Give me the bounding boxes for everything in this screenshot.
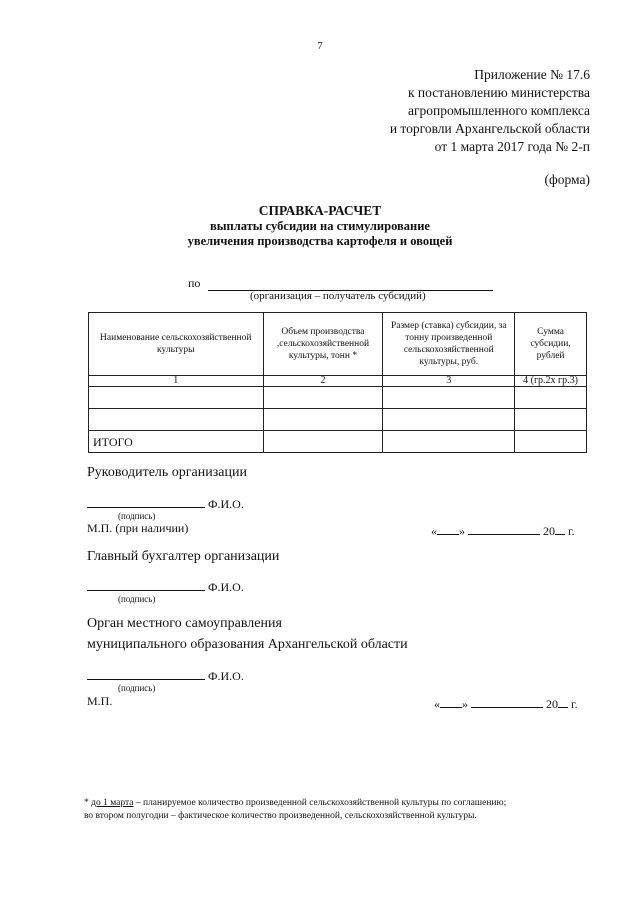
table-header-cell: Объем производства ,сельскохозяйственной культуры, тонн * <box>263 313 383 376</box>
table-cell[interactable] <box>383 431 515 453</box>
footnote <box>84 797 506 823</box>
head-sign-caption: (подпись) <box>118 511 156 521</box>
head-stamp: М.П. (при наличии) <box>87 521 189 535</box>
month-line[interactable] <box>468 525 540 535</box>
table-cell[interactable] <box>383 387 515 409</box>
head-fio-label: Ф.И.О. <box>208 497 244 511</box>
footnote-star: * <box>84 798 89 808</box>
table-cell[interactable] <box>263 387 383 409</box>
column-number: 4 (гр.2х гр.3) <box>515 376 587 387</box>
table-row-total <box>89 431 587 453</box>
form-mark: (форма) <box>544 172 590 187</box>
table-header-cell: Сумма субсидии, рублей <box>515 313 587 376</box>
table-header-cell: Наименование сельскохозяйственной культуры <box>89 313 264 376</box>
table-cell[interactable] <box>383 409 515 431</box>
appendix-line: от 1 марта 2017 года № 2-п <box>434 139 590 154</box>
table-cell[interactable] <box>515 409 587 431</box>
municipal-sign-caption: (подпись) <box>118 683 156 693</box>
day-line[interactable] <box>440 698 462 708</box>
title-main: СПРАВКА-РАСЧЕТ <box>258 203 382 218</box>
quote-open: « <box>434 697 440 711</box>
day-line[interactable] <box>437 525 459 535</box>
total-label: ИТОГО <box>89 431 264 453</box>
appendix-line: агропромышленного комплекса <box>408 103 590 118</box>
table-cell[interactable] <box>89 409 264 431</box>
footnote-line <box>84 797 506 810</box>
footnote-line: во втором полугодии – фактическое количество произведенной, сельскохозяйственной культуры. <box>84 811 477 821</box>
year-prefix: 20 <box>546 697 558 711</box>
column-number: 1 <box>89 376 264 387</box>
appendix-line: и торговли Архангельской области <box>389 121 590 136</box>
municipal-signature-line[interactable] <box>87 669 205 680</box>
municipal-fio-label: Ф.И.О. <box>208 669 244 683</box>
year-prefix: 20 <box>543 524 555 538</box>
table-header-cell: Размер (ставка) субсидии, за тонну произведенной сельскохозяйственной культуры, руб. <box>383 313 515 376</box>
accountant-signature-line[interactable] <box>87 580 205 591</box>
table-cell[interactable] <box>515 431 587 453</box>
table-row <box>89 387 587 409</box>
subsidy-table <box>88 312 587 453</box>
year-suffix: г. <box>571 697 578 711</box>
accountant-sign-caption: (подпись) <box>118 594 156 604</box>
footnote-date: до 1 марта <box>91 798 134 808</box>
page-number: 7 <box>317 40 323 52</box>
head-signature-row <box>87 497 244 512</box>
year-suffix: г. <box>568 524 575 538</box>
head-date-field <box>431 524 575 539</box>
table-header-row <box>89 313 587 376</box>
month-line[interactable] <box>471 698 543 708</box>
head-signature-line[interactable] <box>87 497 205 508</box>
quote-close: » <box>459 524 465 538</box>
organization-field <box>188 276 493 291</box>
table-cell[interactable] <box>263 431 383 453</box>
title-line: увеличения производства картофеля и овощей <box>187 234 453 248</box>
municipal-title-line2: муниципального образования Архангельской области <box>87 637 408 652</box>
year-line[interactable] <box>555 525 565 535</box>
municipal-signature-row <box>87 669 244 684</box>
org-caption: (организация – получатель субсидий) <box>250 290 426 302</box>
accountant-title: Главный бухгалтер организации <box>87 549 280 564</box>
column-number: 3 <box>383 376 515 387</box>
accountant-fio-label: Ф.И.О. <box>208 580 244 594</box>
appendix-line: Приложение № 17.6 <box>474 67 590 82</box>
appendix-line: к постановлению министерства <box>407 85 590 100</box>
column-number: 2 <box>263 376 383 387</box>
table-cell[interactable] <box>89 387 264 409</box>
org-prefix: по <box>188 276 201 290</box>
table-row <box>89 409 587 431</box>
footnote-text: – планируемое количество произведенной сельскохозяйственной культуры по соглашению; <box>133 798 507 808</box>
head-title: Руководитель организации <box>87 465 247 480</box>
accountant-signature-row <box>87 580 244 595</box>
appendix-block <box>390 66 590 156</box>
title-line: выплаты субсидии на стимулирование <box>210 219 430 233</box>
municipal-date-field <box>434 697 578 712</box>
municipal-stamp: М.П. <box>87 694 113 708</box>
table-number-row <box>89 376 587 387</box>
quote-open: « <box>431 524 437 538</box>
year-line[interactable] <box>558 698 568 708</box>
quote-close: » <box>462 697 468 711</box>
document-title <box>0 202 640 249</box>
municipal-title-line1: Орган местного самоуправления <box>87 616 282 631</box>
table-cell[interactable] <box>515 387 587 409</box>
table-cell[interactable] <box>263 409 383 431</box>
